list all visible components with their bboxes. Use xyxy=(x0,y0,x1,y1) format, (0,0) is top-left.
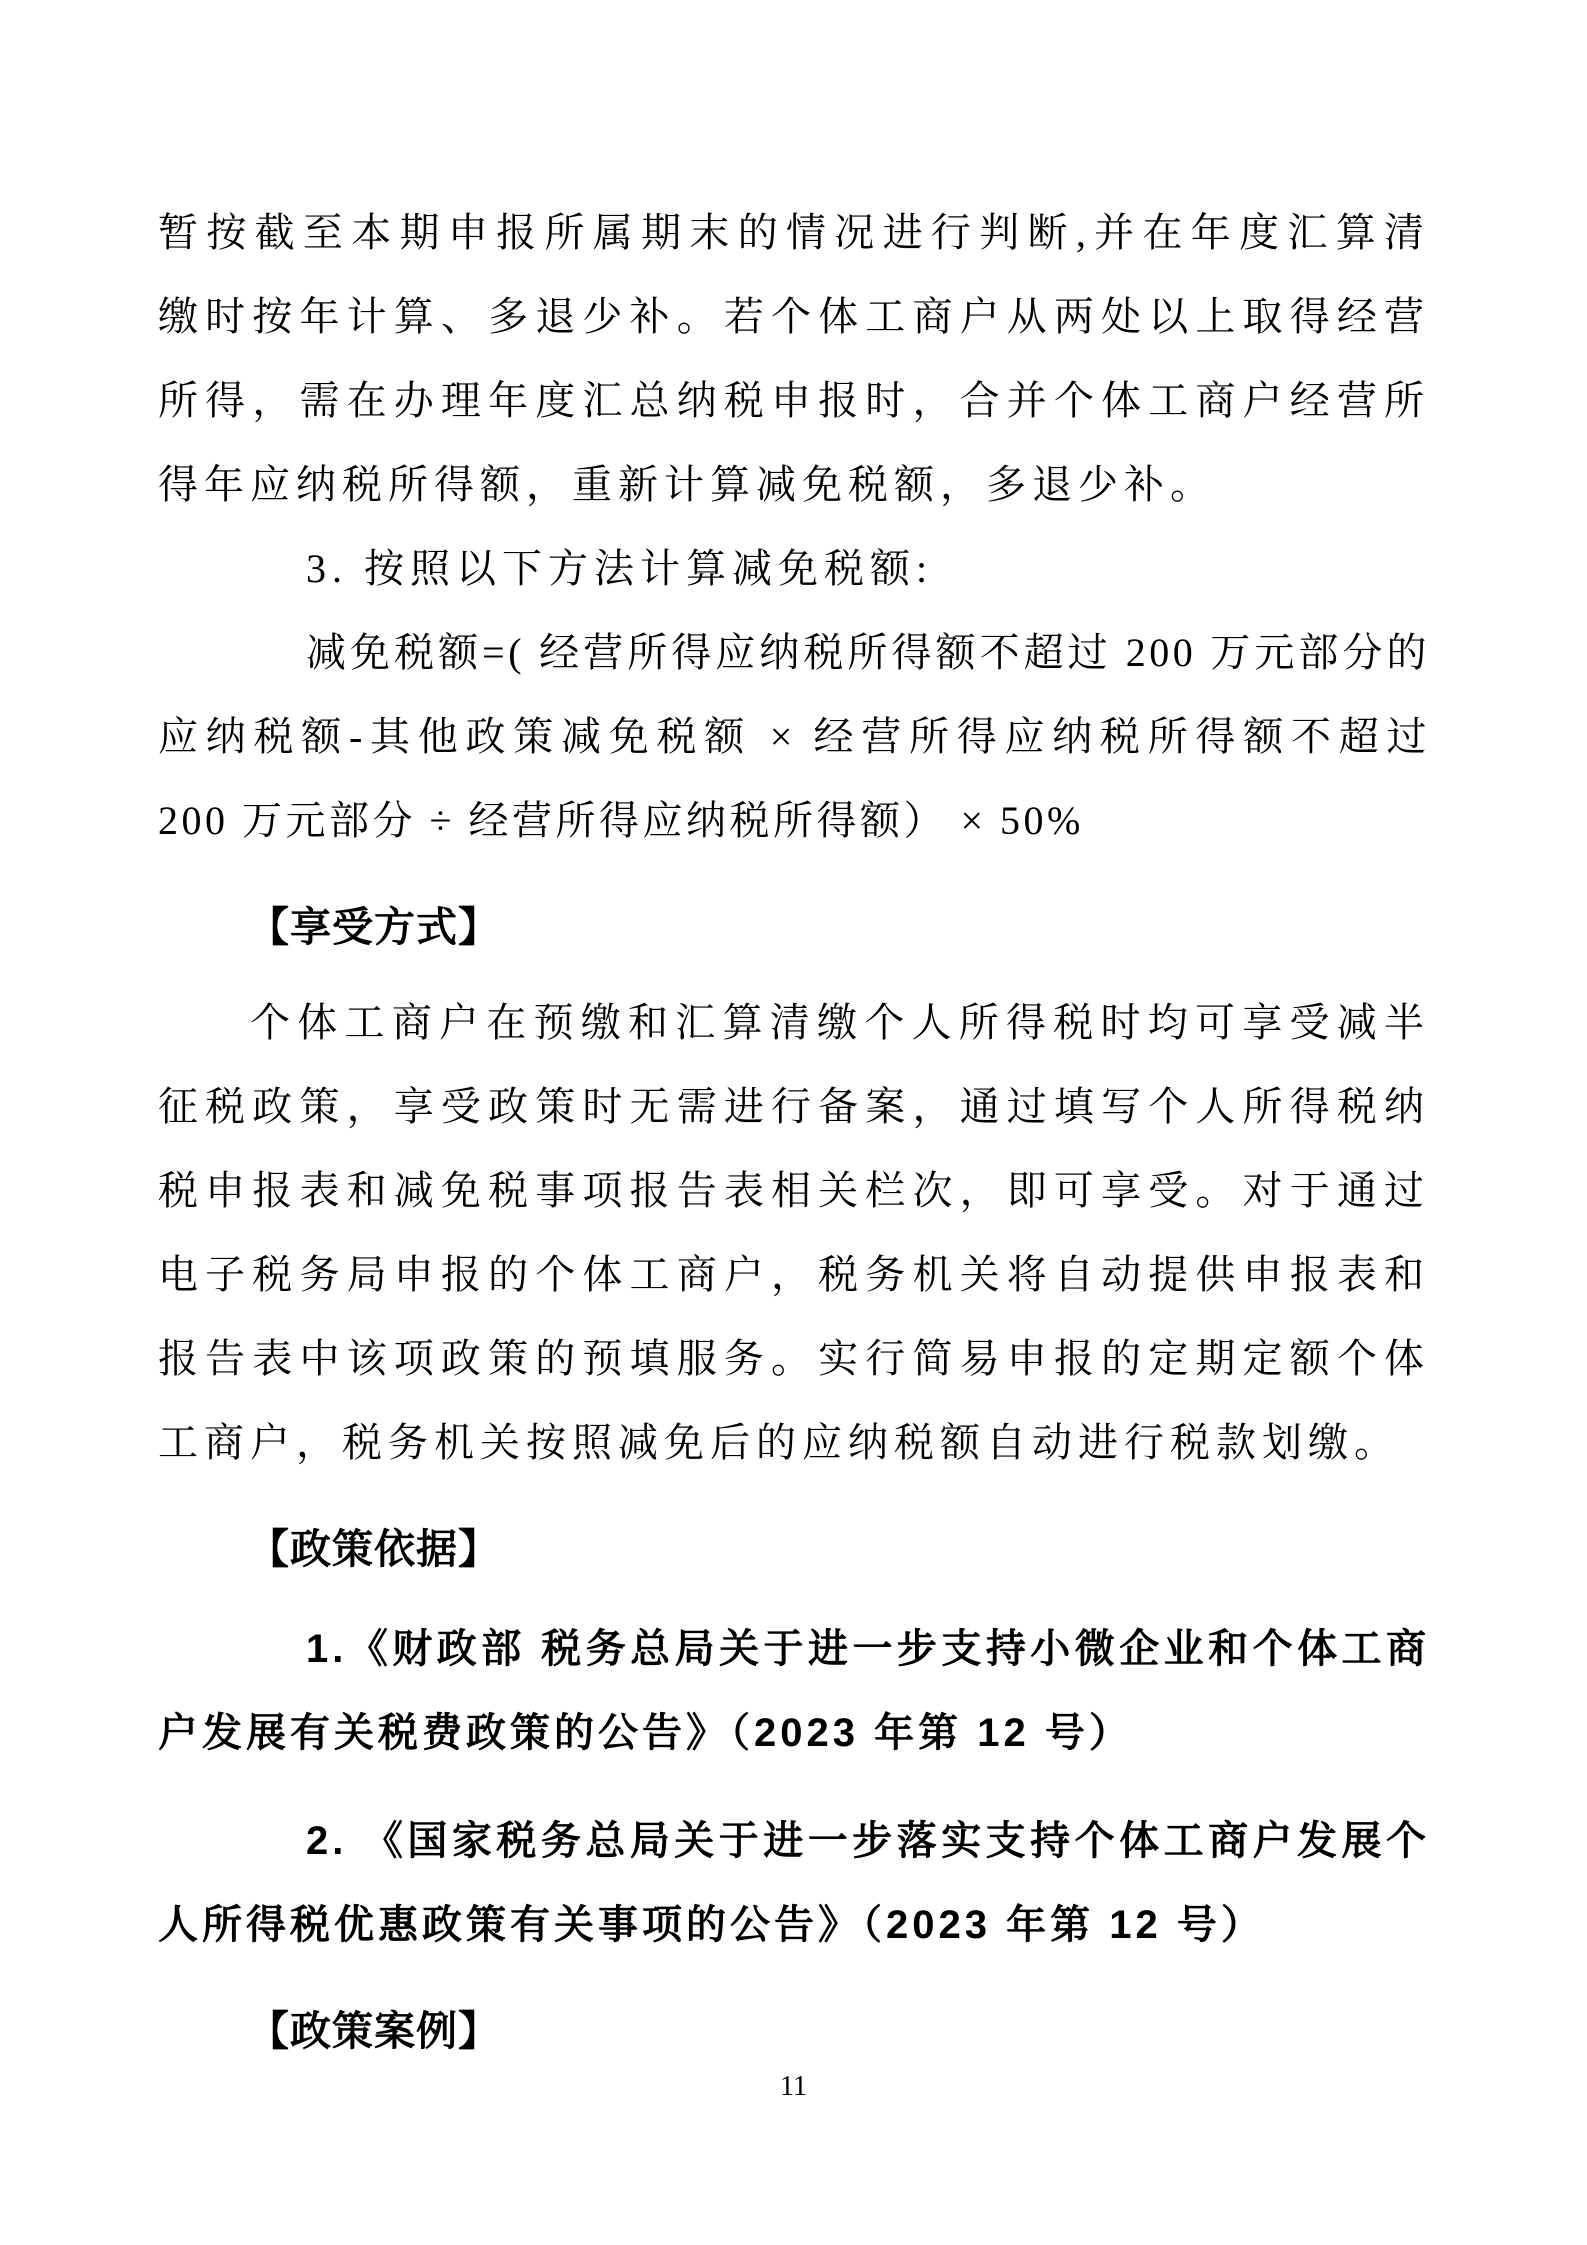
text-line: 税申报表和减免税事项报告表相关栏次，即可享受。对于通过 xyxy=(158,1168,1430,1213)
text-line: 200 万元部分 ÷ 经营所得应纳税所得额） × 50% xyxy=(158,798,1084,843)
policy-basis-item-2 xyxy=(158,1799,1430,1967)
text-line: 个体工商户在预缴和汇算清缴个人所得税时均可享受减半 xyxy=(250,1000,1430,1045)
text-line: 人所得税优惠政策有关事项的公告》（2023 年第 12 号） xyxy=(158,1903,1265,1947)
page-number: 11 xyxy=(780,2071,807,2102)
text-line: 2. 《国家税务总局关于进一步落实支持个体工商户发展个 xyxy=(306,1819,1430,1863)
text-line: 征税政策，享受政策时无需进行备案，通过填写个人所得税纳 xyxy=(158,1084,1430,1129)
text-line: 3. 按照以下方法计算减免税额: xyxy=(306,546,934,591)
paragraph-formula xyxy=(158,611,1430,863)
page-content xyxy=(158,191,1430,2085)
text-line: 暂按截至本期申报所属期末的情况进行判断,并在年度汇算清 xyxy=(158,210,1430,255)
text-line: 缴时按年计算、多退少补。若个体工商户从两处以上取得经营 xyxy=(158,294,1430,339)
text-line: 1.《财政部 税务总局关于进一步支持小微企业和个体工商 xyxy=(306,1627,1430,1671)
text-line: 户发展有关税费政策的公告》（2023 年第 12 号） xyxy=(158,1711,1133,1755)
text-line: 应纳税额-其他政策减免税额 × 经营所得应纳税所得额不超过 xyxy=(158,714,1430,759)
text-line: 所得，需在办理年度汇总纳税申报时，合并个体工商户经营所 xyxy=(158,378,1430,423)
paragraph-enjoy-method xyxy=(158,981,1430,1485)
text-line: 电子税务局申报的个体工商户，税务机关将自动提供申报表和 xyxy=(158,1252,1430,1297)
text-line: 减免税额=( 经营所得应纳税所得额不超过 200 万元部分的 xyxy=(306,630,1430,675)
policy-basis-item-1 xyxy=(158,1607,1430,1775)
text-line: 得年应纳税所得额，重新计算减免税额，多退少补。 xyxy=(158,462,1216,507)
heading-policy-basis: 【政策依据】 xyxy=(248,1526,500,1572)
paragraph-carryover xyxy=(158,191,1430,527)
text-line: 工商户，税务机关按照减免后的应纳税额自动进行税款划缴。 xyxy=(158,1420,1400,1465)
heading-policy-case: 【政策案例】 xyxy=(248,2008,500,2054)
text-line: 报告表中该项政策的预填服务。实行简易申报的定期定额个体 xyxy=(158,1336,1430,1381)
paragraph-method-intro xyxy=(158,527,1430,611)
heading-enjoy-method: 【享受方式】 xyxy=(248,904,500,950)
